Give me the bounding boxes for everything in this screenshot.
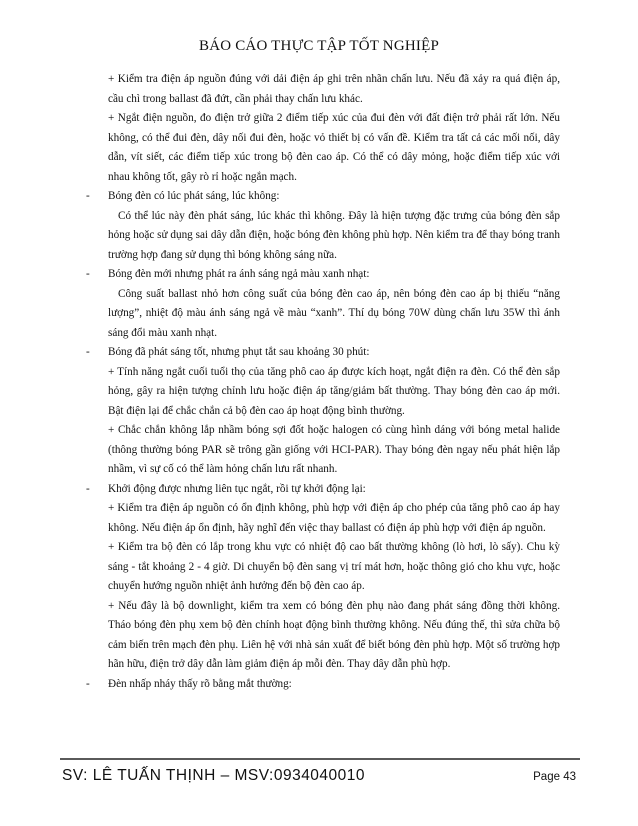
bullet-dash: - — [86, 268, 90, 280]
paragraph-downlight: + Nếu đây là bộ downlight, kiểm tra xem có bóng đèn phụ nào đang phát sáng đồng thời không. Tháo bóng đèn phụ xem bộ đèn chính hoạt động bình thường không. Nếu đúng thế, thì sửa chữa bộ cảm biến trên mạch đèn phụ. Liên hệ với nhà sản xuất để biết bóng đèn phù hợp. Một số trường hợp hãn hữu, điện trở dây dẫn làm giảm điện áp mỗi đèn. Thay dây dẫn phù hợp. — [108, 599, 560, 670]
paragraph-wrong-lamp: + Chắc chắn không lắp nhầm bóng sợi đốt hoặc halogen có cùng hình dáng với bóng metal halide (thông thường bóng PAR sẽ trông gần giống với HCI-PAR). Thay bóng đèn ngay nếu phát hiện lắp nhầm, vì sự cố có thể làm hỏng chấn lưu rất nhanh. — [108, 424, 560, 475]
page-header-title: BÁO CÁO THỰC TẬP TỐT NGHIỆP — [199, 38, 439, 54]
bullet-item — [86, 343, 560, 363]
bullet-dash: - — [86, 190, 90, 202]
paragraph-supply-voltage: + Kiểm tra điện áp nguồn có ổn định không, phù hợp với điện áp cho phép của tăng phô cao áp hay không. Nếu điện áp ổn định, hãy nghĩ đến việc thay ballast có điện áp phù hợp với điện áp nguồn. — [108, 502, 560, 534]
paragraph-voltage-check: + Kiểm tra điện áp nguồn đúng với dải điện áp ghi trên nhãn chấn lưu. Nếu đã xảy ra quá điện áp, cầu chì trong ballast đã đứt, cần phải thay chấn lưu khác. — [108, 73, 560, 105]
paragraph-high-temperature: + Kiểm tra bộ đèn có lắp trong khu vực có nhiệt độ cao bất thường không (lò hơi, lò sấy). Chu kỳ sáng - tắt khoảng 2 - 4 giờ. Di chuyển bộ đèn sang vị trí mát hơn, hoặc thông gió cho khu vực, hoặc chuyển hướng nguồn nhiệt ảnh hưởng đến bộ đèn cao áp. — [108, 541, 560, 592]
bullet-item — [86, 265, 560, 285]
bullet-dash: - — [86, 346, 90, 358]
footer-page-number: Page 43 — [533, 771, 576, 783]
bullet-heading: Bóng đèn có lúc phát sáng, lúc không: — [108, 190, 280, 202]
footer-divider — [60, 758, 580, 760]
bullet-heading: Đèn nhấp nháy thấy rõ bằng mắt thường: — [108, 677, 292, 690]
footer-student-info: SV: LÊ TUẤN THỊNH – MSV:0934040010 — [62, 767, 366, 784]
paragraph-blue-light: Công suất ballast nhỏ hơn công suất của bóng đèn cao áp, nên bóng đèn cao áp bị thiếu “năng lượng”, nhiệt độ màu ánh sáng ngả về màu “xanh”. Thí dụ bóng 70W dùng chấn lưu 35W thì ánh sáng đổi màu xanh nhạt. — [108, 287, 560, 339]
bullet-dash: - — [86, 482, 90, 495]
bullet-heading: Bóng đã phát sáng tốt, nhưng phụt tắt sau khoảng 30 phút: — [108, 346, 370, 358]
bullet-item — [86, 480, 560, 500]
paragraph-intermittent: Có thể lúc này đèn phát sáng, lúc khác thì không. Đây là hiện tượng đặc trưng của bóng đèn sắp hỏng hoặc sử dụng sai dây dẫn điện, hoặc bóng đèn không phù hợp. Nên kiểm tra để thay bóng tranh trường hợp đang sử dụng thì bóng không sáng nữa. — [108, 209, 560, 261]
bullet-item — [86, 187, 560, 207]
paragraph-end-of-life: + Tính năng ngắt cuối tuổi thọ của tăng phô cao áp được kích hoạt, ngắt điện ra đèn. Có thể đèn sắp hỏng, gây ra hiện tượng chỉnh lưu hoặc điện áp tăng/giảm bất thường. Thay bóng đèn cao áp mới. Bật điện lại để chắc chắn cả bộ đèn cao áp hoạt động bình thường. — [108, 365, 560, 417]
bullet-item — [86, 675, 560, 695]
page-content — [86, 70, 560, 694]
bullet-dash: - — [86, 677, 90, 690]
bullet-heading: Khởi động được nhưng liên tục ngắt, rồi tự khởi động lại: — [108, 482, 366, 495]
paragraph-resistance-check: + Ngắt điện nguồn, đo điện trở giữa 2 điểm tiếp xúc của đui đèn với đất điện trở phải rất lớn. Nếu không, có thể đui đèn, dây nối đui đèn, hoặc vỏ thiết bị có vấn đề. Kiểm tra tất cả các mối nối, dây dẫn, vít siết, các điểm tiếp xúc trong bộ đèn cao áp. Có thể có dây mỏng, hoặc điểm tiếp xúc với nhau không tốt, gây rò rỉ hoặc ngắn mạch. — [108, 112, 560, 183]
bullet-heading: Bóng đèn mới nhưng phát ra ánh sáng ngả màu xanh nhạt: — [108, 268, 370, 280]
